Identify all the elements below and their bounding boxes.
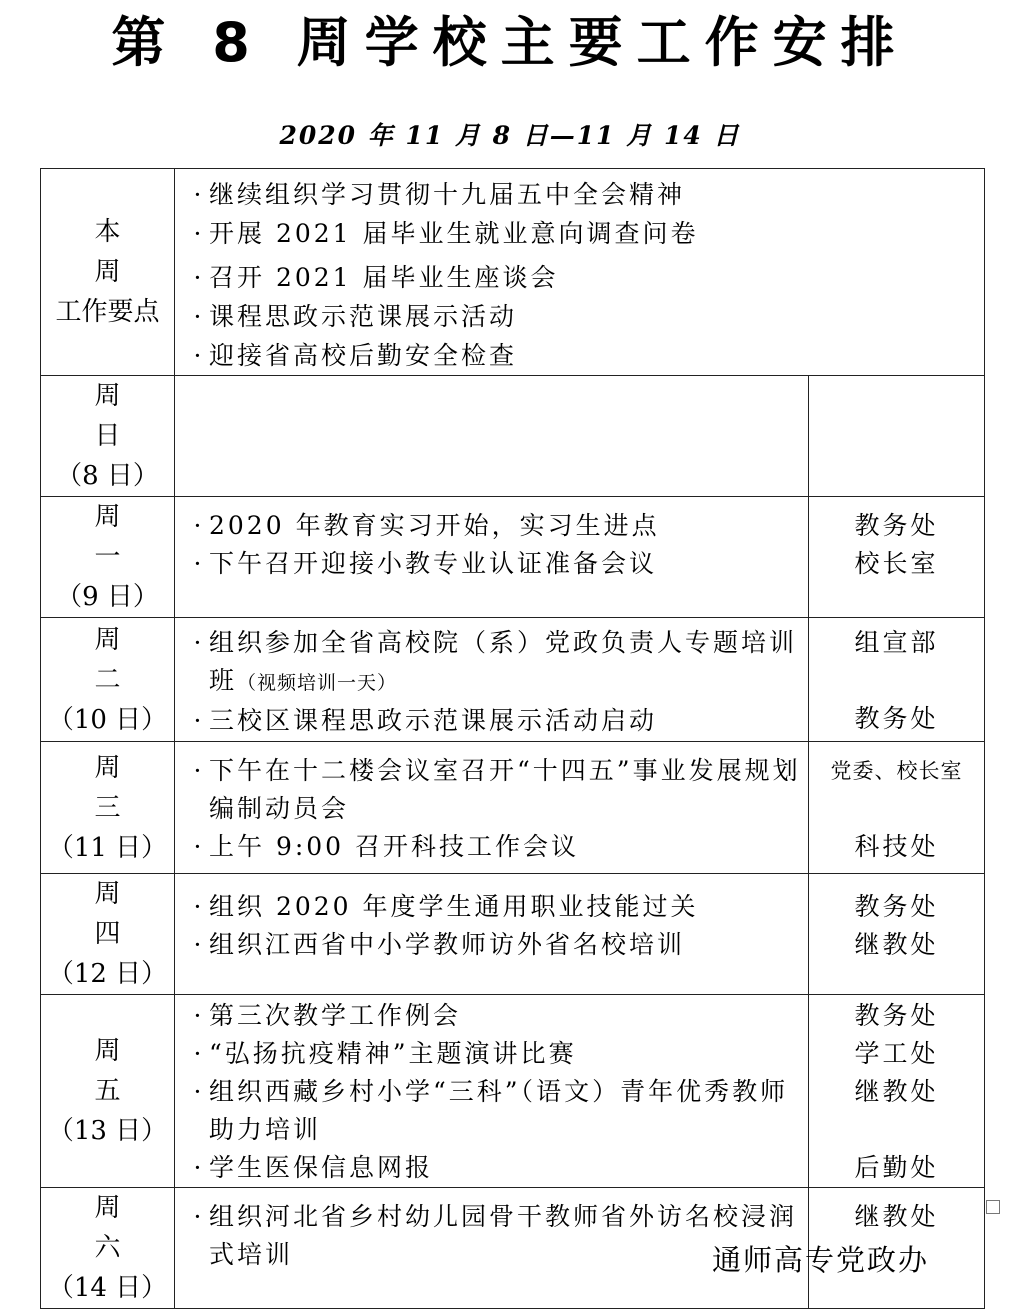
- key-points-list: [175, 169, 985, 376]
- key-points-row: [41, 169, 985, 376]
- day-name: 周二: [94, 624, 149, 695]
- schedule-item: · 三校区课程思政示范课展示活动启动: [193, 706, 658, 735]
- schedule-item: · 下午在十二楼会议室召开“十四五”事业发展规划编制动员会: [193, 756, 801, 823]
- day-depts: [809, 874, 985, 995]
- dept-label: 教务处: [854, 704, 939, 733]
- schedule-item: · 组织参加全省高校院（系）党政负责人专题培训班（视频培训一天）: [193, 628, 798, 695]
- day-name: 周四: [94, 879, 149, 949]
- dept-label: 教务处: [854, 511, 939, 540]
- day-depts: [809, 742, 985, 874]
- day-items: [175, 742, 809, 874]
- day-depts: [809, 497, 985, 618]
- day-depts: [809, 618, 985, 742]
- day-date: （10 日）: [47, 704, 168, 735]
- day-cell: [41, 742, 175, 874]
- schedule-item: · 第三次教学工作例会: [193, 1001, 462, 1030]
- dept-label: [809, 790, 984, 828]
- day-row-friday: [41, 995, 985, 1188]
- date-range: 2020 年 11 月 8 日—11 月 14 日: [279, 121, 741, 150]
- key-points-label-line2: 工作要点: [55, 297, 160, 327]
- dept-label: 继教处: [854, 1077, 939, 1106]
- key-point-item: · 召开 2021 届毕业生座谈会: [193, 263, 559, 292]
- key-point-item: · 开展 2021 届毕业生就业意向调查问卷: [193, 219, 699, 248]
- day-cell: [41, 995, 175, 1188]
- dept-label: 组宣部: [854, 628, 939, 657]
- dept-label: 校长室: [854, 549, 939, 578]
- day-items: [175, 618, 809, 742]
- day-cell: [41, 376, 175, 497]
- schedule-item: · 学生医保信息网报: [193, 1153, 434, 1182]
- key-point-item: · 课程思政示范课展示活动: [193, 302, 518, 331]
- schedule-item: · 上午 9:00 召开科技工作会议: [193, 832, 580, 861]
- dept-label: 党委、校长室: [830, 759, 963, 783]
- day-date: （9 日）: [56, 582, 159, 612]
- dept-label: [809, 662, 984, 700]
- day-name: 周五: [94, 1036, 149, 1106]
- day-cell: [41, 497, 175, 618]
- day-row-wednesday: [41, 742, 985, 874]
- day-items: [175, 995, 809, 1188]
- key-points-label: [41, 169, 175, 376]
- day-cell: [41, 874, 175, 995]
- day-items: [175, 874, 809, 995]
- dept-label: 继教处: [854, 930, 939, 959]
- schedule-item: · 组织西藏乡村小学“三科”（语文）青年优秀教师助力培训: [193, 1077, 789, 1144]
- day-name: 周三: [94, 752, 149, 823]
- schedule-item: · “弘扬抗疫精神”主题演讲比赛: [193, 1039, 577, 1068]
- page-title: 第 8 周学校主要工作安排: [111, 11, 909, 74]
- schedule-item: · 组织 2020 年度学生通用职业技能过关: [193, 892, 699, 921]
- dept-label: 后勤处: [854, 1153, 939, 1182]
- day-depts: [809, 995, 985, 1188]
- day-date: （13 日）: [47, 1116, 168, 1146]
- key-point-item: · 迎接省高校后勤安全检查: [193, 341, 518, 370]
- day-row-thursday: [41, 874, 985, 995]
- day-row-sunday: [41, 376, 985, 497]
- day-name: 周六: [94, 1193, 149, 1263]
- day-row-tuesday: [41, 618, 985, 742]
- dept-label: 继教处: [854, 1202, 939, 1231]
- schedule-item: · 组织江西省中小学教师访外省名校培训: [193, 930, 686, 959]
- day-items: [175, 497, 809, 618]
- key-points-label-line1: 本 周: [94, 217, 155, 287]
- day-date: （12 日）: [47, 959, 168, 989]
- day-depts: [809, 376, 985, 497]
- footer-signature: 通师高专党政办: [712, 1243, 930, 1277]
- day-cell: [41, 618, 175, 742]
- dept-label: 教务处: [854, 1001, 939, 1030]
- dept-label: 学工处: [854, 1039, 939, 1068]
- schedule-item: · 2020 年教育实习开始，实习生进点: [193, 511, 660, 540]
- day-row-monday: [41, 497, 985, 618]
- day-date: （14 日）: [47, 1273, 168, 1303]
- schedule-table: [40, 168, 985, 1309]
- dept-label: [809, 1111, 984, 1149]
- item-note: （视频培训一天）: [237, 672, 398, 694]
- key-point-item: · 继续组织学习贯彻十九届五中全会精神: [193, 180, 686, 209]
- day-date: （8 日）: [56, 461, 159, 491]
- dept-label: 科技处: [854, 832, 939, 861]
- day-date: （11 日）: [47, 832, 168, 863]
- day-items: [175, 376, 809, 497]
- table-resize-handle[interactable]: [986, 1200, 1000, 1214]
- day-name: 周日: [94, 381, 149, 451]
- day-name: 周一: [94, 502, 149, 572]
- dept-label: 教务处: [854, 892, 939, 921]
- day-cell: [41, 1188, 175, 1309]
- schedule-item: · 组织河北省乡村幼儿园骨干教师省外访名校浸润式培训: [193, 1202, 798, 1269]
- schedule-item: · 下午召开迎接小教专业认证准备会议: [193, 549, 658, 578]
